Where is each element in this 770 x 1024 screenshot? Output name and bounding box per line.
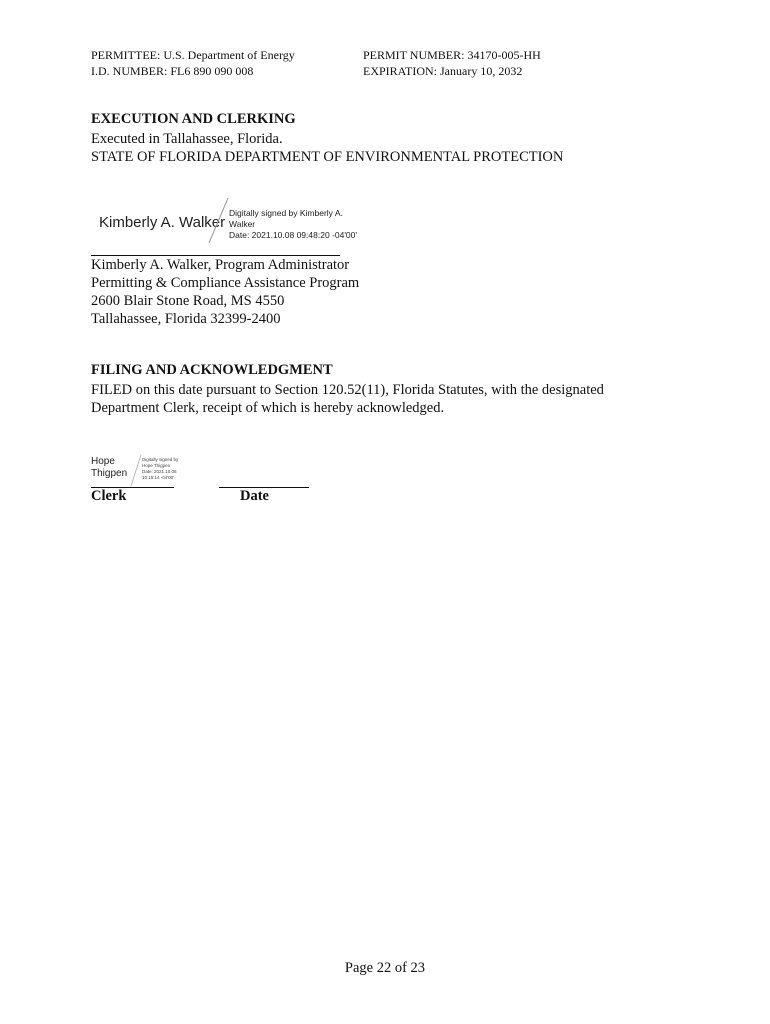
clerk-signature-meta-line4: 10:15:14 -04'00' [142, 475, 174, 480]
permit-number-text: PERMIT NUMBER: 34170-005-HH [363, 48, 541, 62]
expiration-text: EXPIRATION: January 10, 2032 [363, 64, 523, 78]
signature-name: Kimberly A. Walker [99, 214, 226, 231]
clerk-signature-meta-line2: Hope Thigpen [142, 463, 171, 468]
signature-slash-icon [206, 196, 230, 246]
date-label: Date [240, 488, 269, 504]
signatory-name-title: Kimberly A. Walker, Program Administrator [91, 257, 350, 273]
filing-title: FILING AND ACKNOWLEDGMENT [91, 362, 333, 378]
execution-title: EXECUTION AND CLERKING [91, 111, 296, 127]
page-number: Page 22 of 23 [344, 960, 426, 976]
clerk-signature-slash-icon [129, 454, 143, 488]
clerk-signature-name [91, 456, 127, 480]
agency-text: STATE OF FLORIDA DEPARTMENT OF ENVIRONMENTAL PROTECTION [91, 149, 564, 165]
signatory-address2: Tallahassee, Florida 32399-2400 [91, 311, 281, 327]
clerk-signature-line2: Thigpen [91, 468, 128, 479]
clerk-signature-meta-line1: Digitally signed by [142, 457, 179, 462]
signatory-address1: 2600 Blair Stone Road, MS 4550 [91, 293, 285, 309]
id-number-text: I.D. NUMBER: FL6 890 090 008 [91, 64, 254, 78]
executed-in-text: Executed in Tallahassee, Florida. [91, 131, 283, 147]
clerk-label: Clerk [91, 488, 127, 504]
signature-meta-line3: Date: 2021.10.08 09:48:20 -04'00' [229, 230, 358, 240]
signature-meta-line2: Walker [229, 219, 256, 229]
signature-meta [229, 208, 357, 241]
filing-line2: Department Clerk, receipt of which is hereby acknowledged. [91, 400, 445, 416]
permittee-text: PERMITTEE: U.S. Department of Energy [91, 48, 295, 62]
signature-meta-line1: Digitally signed by Kimberly A. [229, 208, 343, 218]
clerk-signature-meta [142, 457, 178, 481]
clerk-signature-meta-line3: Date: 2021.10.08 [142, 469, 177, 474]
filing-line1: FILED on this date pursuant to Section 120.52(11), Florida Statutes, with the designated [91, 382, 604, 398]
clerk-signature-line1: Hope [91, 456, 115, 467]
signatory-program: Permitting & Compliance Assistance Program [91, 275, 360, 291]
